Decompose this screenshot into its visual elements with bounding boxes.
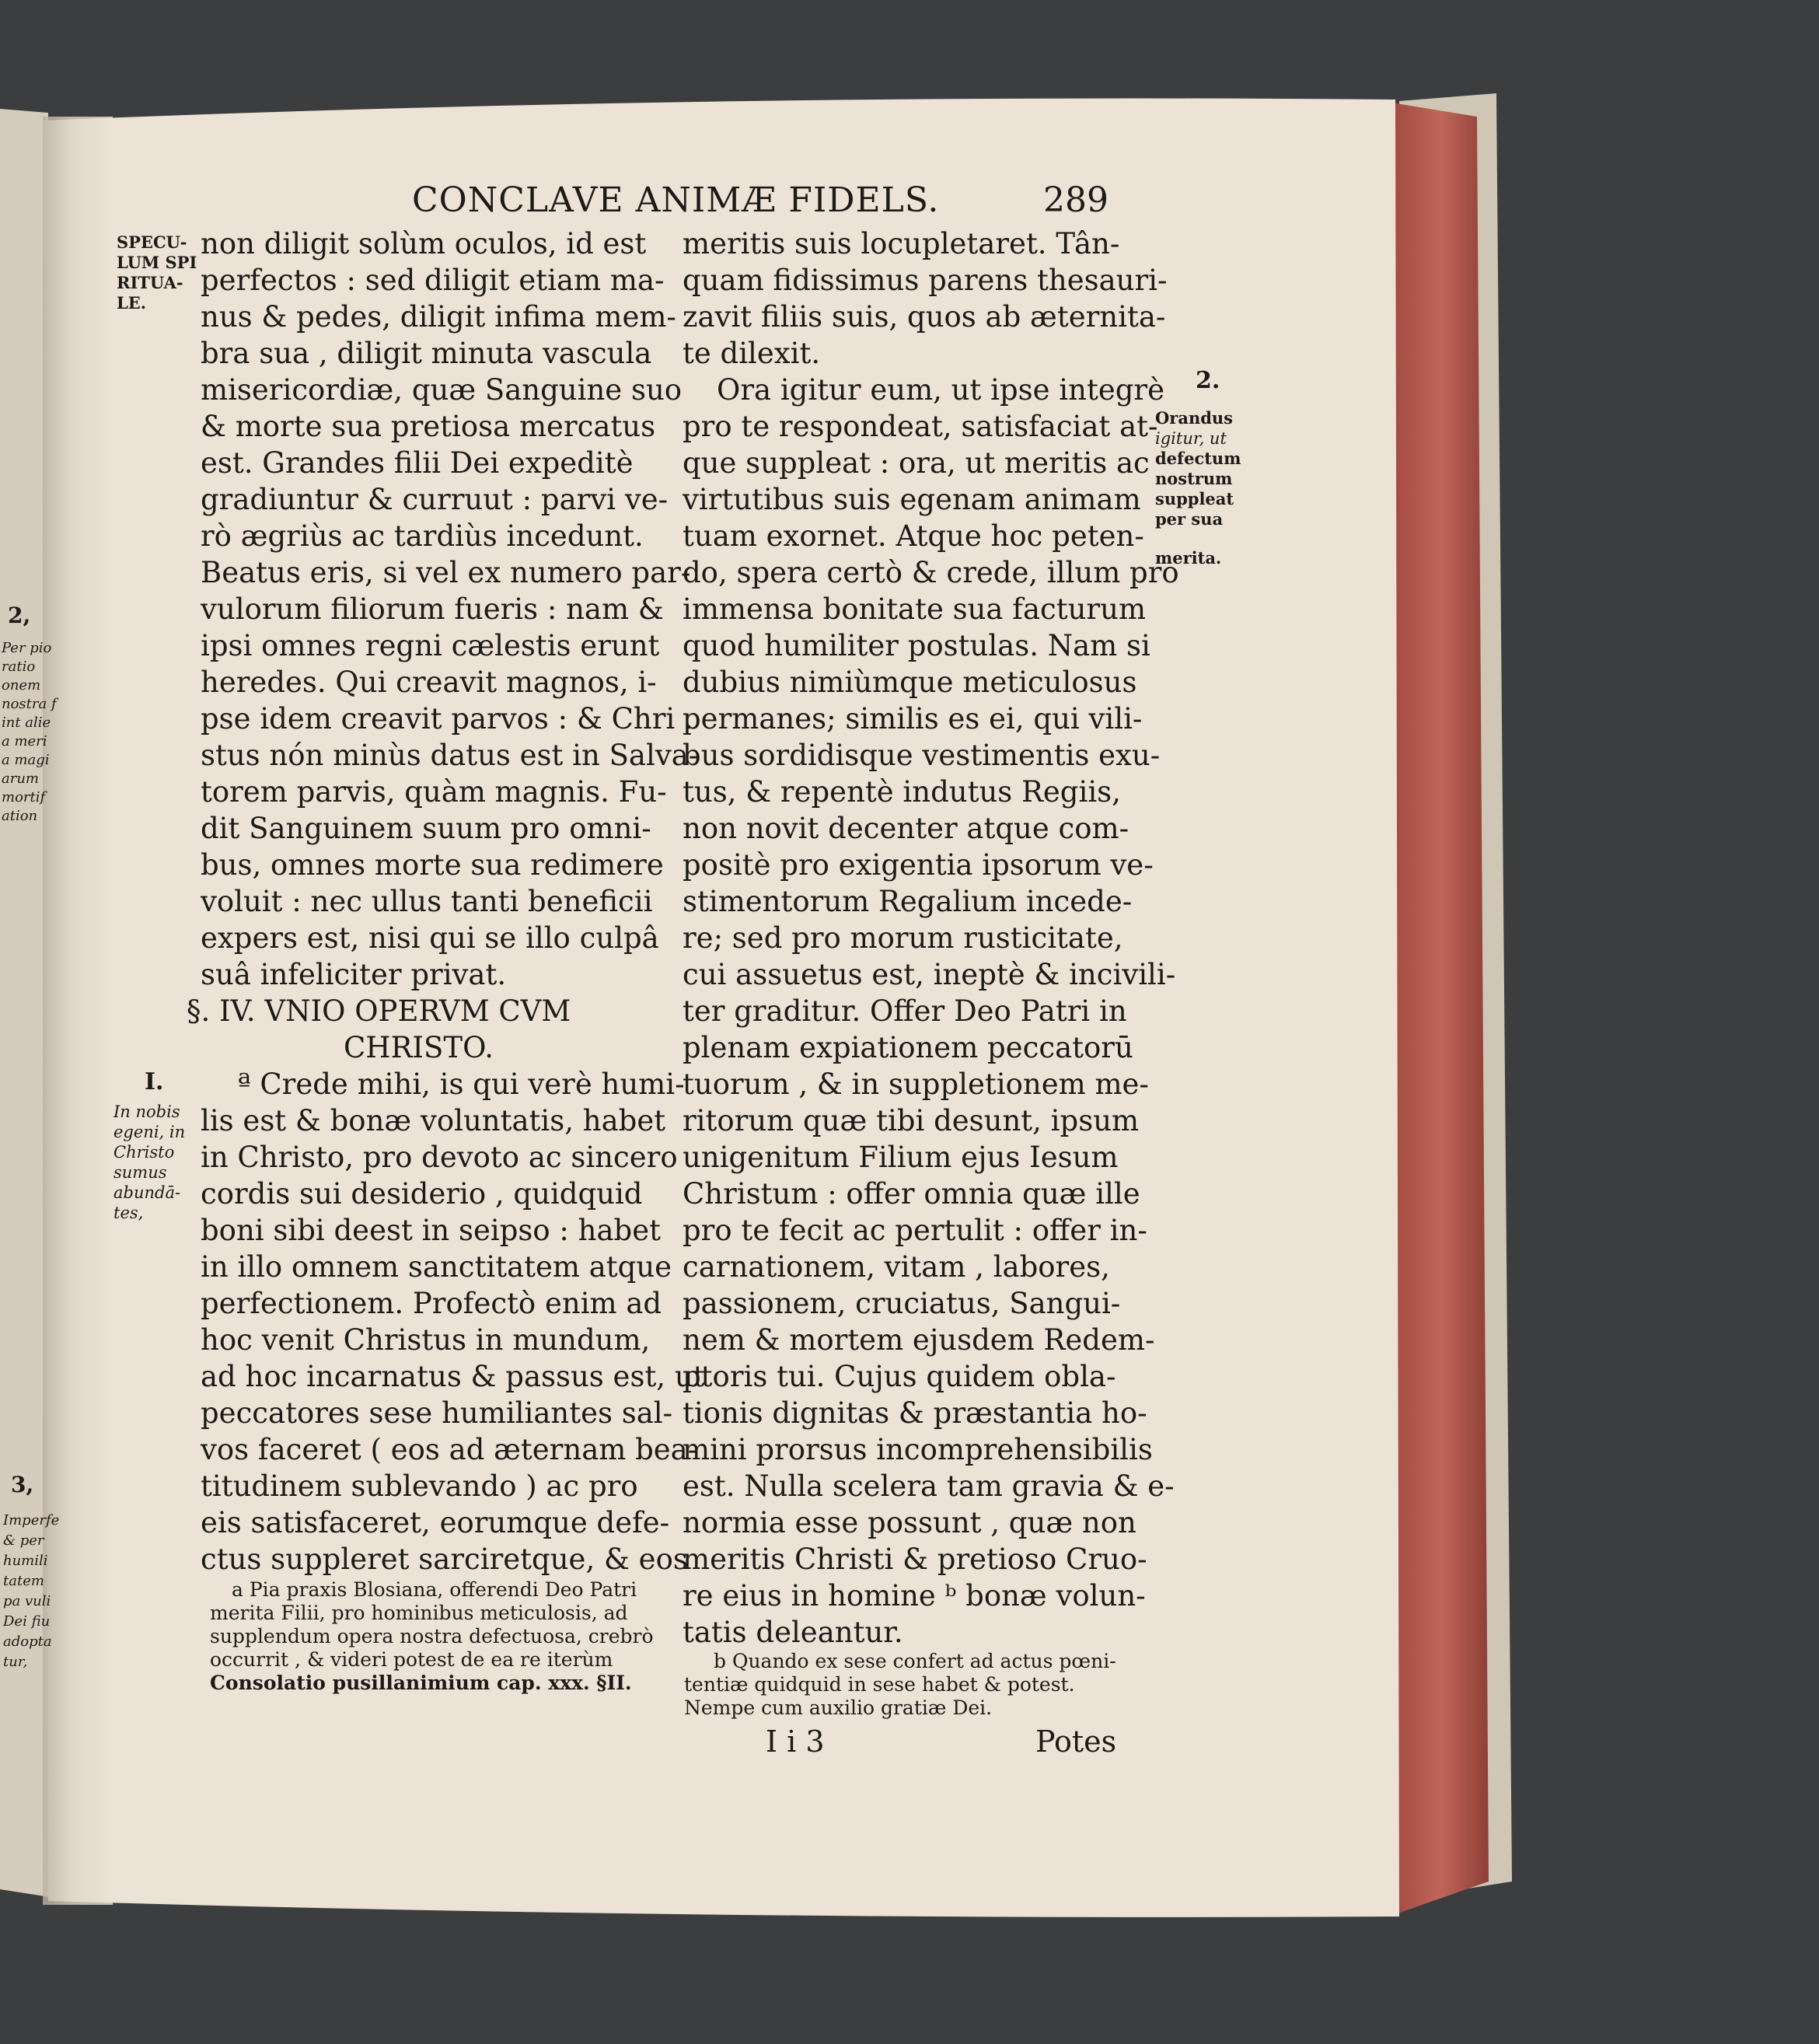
footnote-line: a Pia praxis Blosiana, offerendi Deo Patri bbox=[232, 1578, 637, 1601]
section-heading: §. IV. VNIO OPERVM CVM bbox=[187, 994, 571, 1028]
text-line: est. Grandes filii Dei expeditè bbox=[201, 446, 634, 480]
prev-page-marginal-note: pa vuli bbox=[3, 1593, 51, 1609]
signature-mark: I i 3 bbox=[766, 1724, 825, 1759]
prev-page-marginal-number: 3, bbox=[11, 1472, 34, 1497]
text-line: eis satisfaceret, eorumque defe- bbox=[201, 1506, 670, 1539]
text-line: te dilexit. bbox=[683, 337, 821, 370]
text-line: non novit decenter atque com- bbox=[683, 812, 1129, 845]
marginal-number: 2. bbox=[1196, 367, 1220, 394]
text-line: perfectionem. Profectò enim ad bbox=[201, 1287, 662, 1320]
text-line: suâ infeliciter privat. bbox=[201, 958, 507, 991]
footnote-line: supplendum opera nostra defectuosa, crebrò bbox=[210, 1625, 654, 1647]
text-line: ad hoc incarnatus & passus est, ut bbox=[201, 1360, 705, 1393]
text-line: tionis dignitas & præstantia ho- bbox=[683, 1396, 1147, 1430]
prev-page-marginal-note: & per bbox=[3, 1532, 44, 1549]
marginal-note: per sua bbox=[1155, 509, 1224, 529]
text-line: meritis Christi & pretioso Cruo- bbox=[683, 1543, 1147, 1576]
text-line: in Christo, pro devoto ac sincero bbox=[201, 1141, 678, 1174]
prev-page-marginal-note: Imperfe bbox=[3, 1512, 60, 1529]
marginal-note: SPECU- bbox=[117, 232, 187, 252]
text-line: zavit filiis suis, quos ab æternita- bbox=[683, 300, 1166, 334]
text-line: re eius in homine ᵇ bonæ volun- bbox=[683, 1579, 1146, 1612]
text-line: ctus suppleret sarciretque, & eos bbox=[201, 1543, 688, 1576]
marginal-note: abundā- bbox=[113, 1183, 181, 1202]
prev-page-marginal-note: ratio bbox=[2, 659, 36, 675]
marginal-note: sumus bbox=[113, 1163, 167, 1182]
text-line: tus, & repentè indutus Regiis, bbox=[683, 775, 1121, 809]
marginal-note: suppleat bbox=[1155, 489, 1234, 508]
prev-page-marginal-note: adopta bbox=[3, 1633, 52, 1650]
marginal-note: tes, bbox=[113, 1204, 144, 1222]
text-line: ter graditur. Offer Deo Patri in bbox=[683, 994, 1127, 1028]
text-line: est. Nulla scelera tam gravia & e- bbox=[683, 1469, 1175, 1503]
marginal-note: igitur, ut bbox=[1155, 429, 1227, 448]
footnote-line: Consolatio pusillanimium cap. xxx. §II. bbox=[210, 1672, 632, 1694]
text-line: immensa bonitate sua facturum bbox=[683, 592, 1147, 626]
text-line: in illo omnem sanctitatem atque bbox=[201, 1250, 672, 1284]
text-line: Beatus eris, si vel ex numero par- bbox=[201, 556, 691, 589]
marginal-note: Orandus bbox=[1155, 408, 1234, 428]
text-line: pse idem creavit parvos : & Chri . bbox=[201, 702, 693, 735]
footnote-line: merita Filii, pro hominibus meticulosis, ad bbox=[210, 1602, 628, 1624]
marginal-number: I. bbox=[145, 1068, 164, 1095]
text-line: ipsi omnes regni cælestis erunt bbox=[201, 629, 660, 662]
text-line: misericordiæ, quæ Sanguine suo bbox=[201, 373, 683, 407]
text-line: cordis sui desiderio , quidquid bbox=[201, 1177, 643, 1211]
text-line: non diligit solùm oculos, id est bbox=[201, 227, 647, 260]
text-line: pro te fecit ac pertulit : offer in- bbox=[683, 1214, 1147, 1247]
text-line: virtutibus suis egenam animam bbox=[683, 483, 1141, 516]
text-line: ª Crede mihi, is qui verè humi- bbox=[237, 1067, 685, 1101]
text-line: pro te respondeat, satisfaciat at- bbox=[683, 410, 1158, 443]
text-line: ptoris tui. Cujus quidem obla- bbox=[683, 1360, 1116, 1393]
prev-page-marginal-note: Dei fiu bbox=[3, 1613, 51, 1630]
text-line: titudinem sublevando ) ac pro bbox=[201, 1469, 638, 1503]
text-line: voluit : nec ullus tanti beneficii bbox=[201, 885, 653, 918]
text-line: torem parvis, quàm magnis. Fu- bbox=[201, 775, 667, 809]
text-line: Christum : offer omnia quæ ille bbox=[683, 1177, 1140, 1211]
text-line: permanes; similis es ei, qui vili- bbox=[683, 702, 1143, 735]
prev-page-marginal-note: int alie bbox=[2, 715, 51, 731]
prev-page-marginal-note: humili bbox=[3, 1553, 48, 1569]
prev-page-marginal-note: a meri bbox=[2, 733, 47, 749]
prev-page-marginal-note: tur, bbox=[3, 1654, 28, 1670]
text-line: do, spera certò & crede, illum pro bbox=[683, 556, 1179, 589]
text-line: & morte sua pretiosa mercatus bbox=[201, 410, 656, 443]
text-line: perfectos : sed diligit etiam ma- bbox=[201, 264, 665, 297]
text-line: tatis deleantur. bbox=[683, 1616, 903, 1649]
text-line: ritorum quæ tibi desunt, ipsum bbox=[683, 1104, 1140, 1137]
text-line: bus, omnes morte sua redimere bbox=[201, 848, 664, 882]
prev-page-marginal-note: a magi bbox=[2, 752, 50, 768]
page-number: 289 bbox=[1043, 180, 1109, 220]
marginal-note: LE. bbox=[117, 293, 147, 313]
text-line: nem & mortem ejusdem Redem- bbox=[683, 1323, 1155, 1357]
footnote-line: tentiæ quidquid in sese habet & potest. bbox=[684, 1673, 1075, 1696]
footnote-line: b Quando ex sese confert ad actus pœni- bbox=[714, 1650, 1116, 1672]
marginal-note: egeni, in bbox=[113, 1123, 186, 1141]
text-line: carnationem, vitam , labores, bbox=[683, 1250, 1110, 1284]
text-line: quam fidissimus parens thesauri- bbox=[683, 264, 1168, 297]
footnote-line: Nempe cum auxilio gratiæ Dei. bbox=[684, 1696, 993, 1719]
text-line: vulorum filiorum fueris : nam & bbox=[201, 592, 664, 626]
marginal-note: LUM SPI bbox=[117, 253, 197, 272]
text-line: stimentorum Regalium incede- bbox=[683, 885, 1133, 918]
running-head: CONCLAVE ANIMÆ FIDELS. bbox=[412, 180, 940, 220]
text-line: cui assuetus est, ineptè & incivili- bbox=[683, 958, 1176, 991]
text-line: gradiuntur & curruut : parvi ve- bbox=[201, 483, 669, 516]
text-line: hoc venit Christus in mundum, bbox=[201, 1323, 651, 1357]
prev-page-marginal-note: ation bbox=[2, 808, 38, 824]
footnote-line: occurrit , & videri potest de ea re iterùm bbox=[210, 1648, 613, 1671]
text-line: normia esse possunt , quæ non bbox=[683, 1506, 1136, 1539]
text-line: passionem, cruciatus, Sangui- bbox=[683, 1287, 1121, 1320]
text-line: boni sibi deest in seipso : habet bbox=[201, 1214, 661, 1247]
marginal-note: In nobis bbox=[113, 1102, 180, 1121]
text-line: dubius nimiùmque meticulosus bbox=[683, 666, 1137, 699]
text-line: Ora igitur eum, ut ipse integrè bbox=[717, 373, 1164, 407]
marginal-note: Christo bbox=[113, 1143, 175, 1162]
text-line: lis est & bonæ voluntatis, habet bbox=[201, 1104, 666, 1137]
text-line: quod humiliter postulas. Nam si bbox=[683, 629, 1150, 662]
marginal-note: merita. bbox=[1155, 548, 1222, 568]
text-line: peccatores sese humiliantes sal- bbox=[201, 1396, 673, 1430]
text-line: expers est, nisi qui se illo culpâ bbox=[201, 921, 659, 955]
text-line: bus sordidisque vestimentis exu- bbox=[683, 739, 1161, 772]
text-line: vos faceret ( eos ad æternam bea- bbox=[201, 1433, 698, 1466]
prev-page-marginal-note: onem bbox=[2, 677, 41, 694]
marginal-note: nostrum bbox=[1155, 469, 1233, 488]
text-line: mini prorsus incomprehensibilis bbox=[683, 1433, 1153, 1466]
text-line: rò ægriùs ac tardiùs incedunt. bbox=[201, 519, 644, 553]
text-line: stus nón minùs datus est in Salva- bbox=[201, 739, 699, 772]
text-line: que suppleat : ora, ut meritis ac bbox=[683, 446, 1150, 480]
prev-page-marginal-note: mortif bbox=[2, 789, 46, 805]
text-line: re; sed pro morum rusticitate, bbox=[683, 921, 1123, 955]
marginal-note: RITUA- bbox=[117, 273, 183, 292]
text-line: nus & pedes, diligit infima mem- bbox=[201, 300, 676, 334]
text-line: plenam expiationem peccatorū bbox=[683, 1031, 1133, 1064]
section-heading: CHRISTO. bbox=[344, 1031, 494, 1064]
text-line: meritis suis locupletaret. Tân- bbox=[683, 227, 1120, 260]
text-line: dit Sanguinem suum pro omni- bbox=[201, 812, 651, 845]
catchword: Potes bbox=[1035, 1724, 1117, 1759]
text-line: positè pro exigentia ipsorum ve- bbox=[683, 848, 1154, 882]
text-line: heredes. Qui creavit magnos, i- bbox=[201, 666, 657, 699]
prev-page-marginal-note: Per pio bbox=[2, 640, 52, 656]
text-line: tuorum , & in suppletionem me- bbox=[683, 1067, 1149, 1101]
prev-page-marginal-number: 2, bbox=[8, 603, 31, 628]
prev-page-marginal-note: nostra f bbox=[2, 696, 57, 712]
prev-page-marginal-note: arum bbox=[2, 770, 39, 787]
text-line: unigenitum Filium ejus Iesum bbox=[683, 1141, 1119, 1174]
marginal-note: defectum bbox=[1155, 449, 1241, 468]
prev-page-marginal-note: tatem bbox=[3, 1573, 44, 1589]
text-line: tuam exornet. Atque hoc peten- bbox=[683, 519, 1144, 553]
text-line: bra sua , diligit minuta vascula bbox=[201, 337, 652, 370]
